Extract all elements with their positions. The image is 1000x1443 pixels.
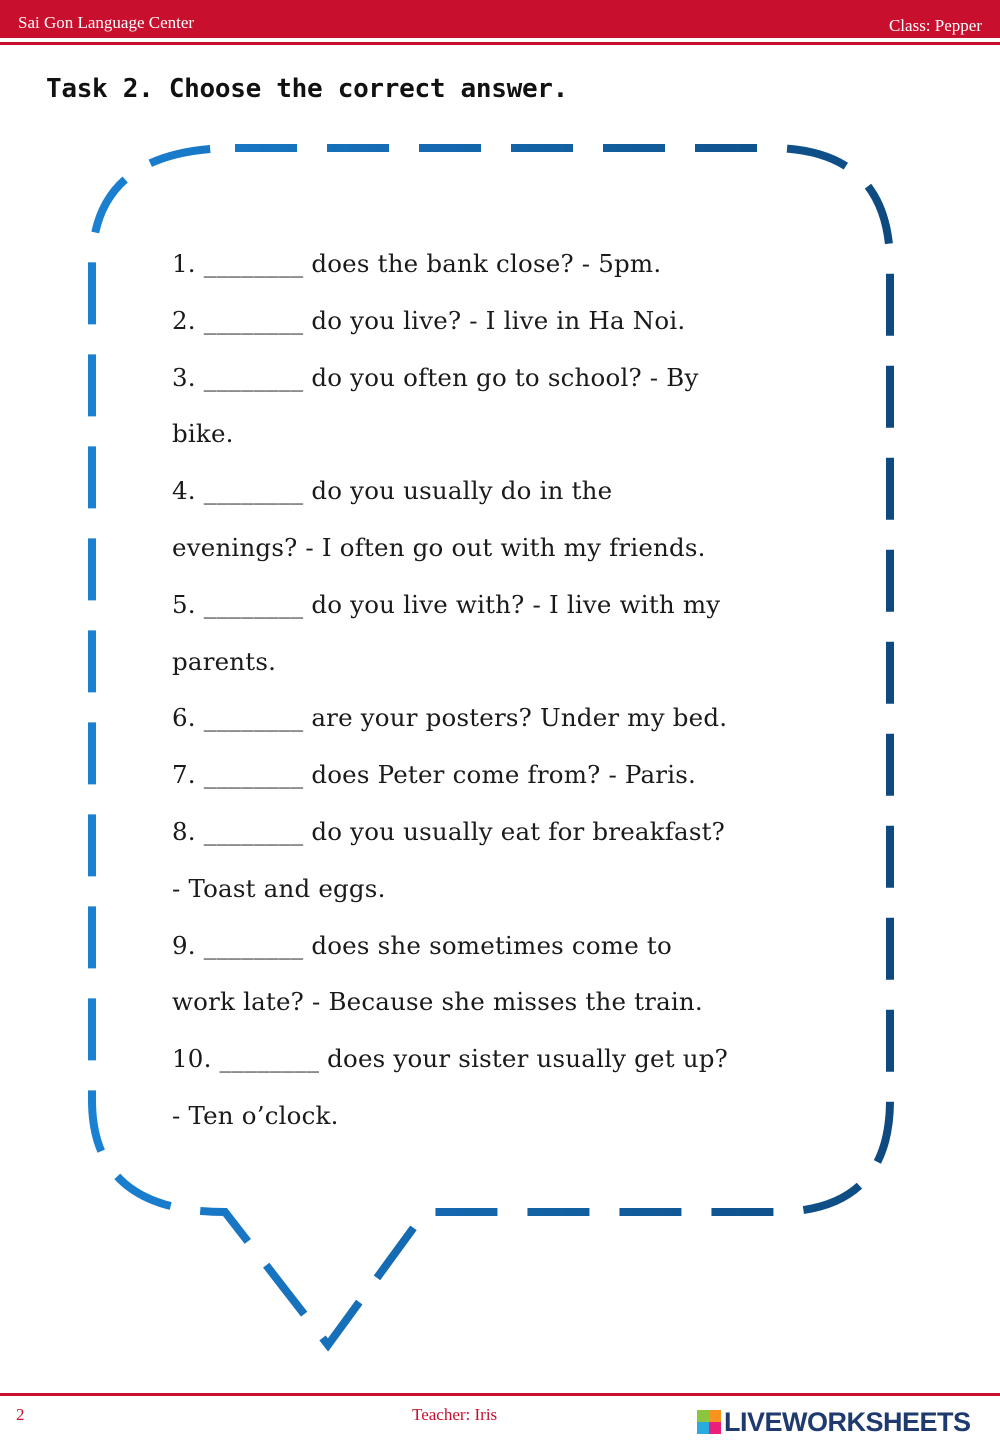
question-line: - Toast and eggs. (172, 873, 386, 903)
question-line: 4. ________ do you usually do in the (172, 476, 613, 506)
footer-divider (0, 1393, 1000, 1396)
school-name: Sai Gon Language Center (18, 13, 195, 32)
question-line: 9. ________ does she sometimes come to (172, 930, 672, 960)
liveworksheets-logo-icon (697, 1410, 721, 1434)
question-line: parents. (172, 646, 277, 676)
brand-name: LIVEWORKSHEETS (724, 1406, 971, 1437)
class-name: Class: Pepper (888, 16, 982, 35)
question-line: bike. (172, 419, 234, 449)
page-number: 2 (16, 1405, 25, 1424)
liveworksheets-logo[interactable] (697, 1407, 971, 1437)
question-line: 10. ________ does your sister usually get up? (172, 1044, 728, 1074)
task-title: Task 2. Choose the correct answer. (46, 74, 569, 104)
question-line: 8. ________ do you usually eat for breakfast? (172, 816, 726, 846)
question-line: 7. ________ does Peter come from? - Paris. (172, 760, 697, 790)
question-line: 1. ________ does the bank close? - 5pm. (172, 249, 662, 278)
question-line: - Ten o’clock. (172, 1100, 339, 1130)
question-line: evenings? - I often go out with my friends. (172, 532, 706, 562)
teacher-name: Teacher: Iris (412, 1405, 498, 1424)
question-line: 5. ________ do you live with? - I live with my (172, 589, 721, 619)
question-line: 2. ________ do you live? - I live in Ha Noi. (172, 305, 686, 335)
question-line: 6. ________ are your posters? Under my bed. (172, 703, 728, 733)
question-line: work late? - Because she misses the train. (172, 987, 703, 1017)
question-list (172, 236, 852, 1145)
question-line: 3. ________ do you often go to school? - By (172, 362, 699, 392)
